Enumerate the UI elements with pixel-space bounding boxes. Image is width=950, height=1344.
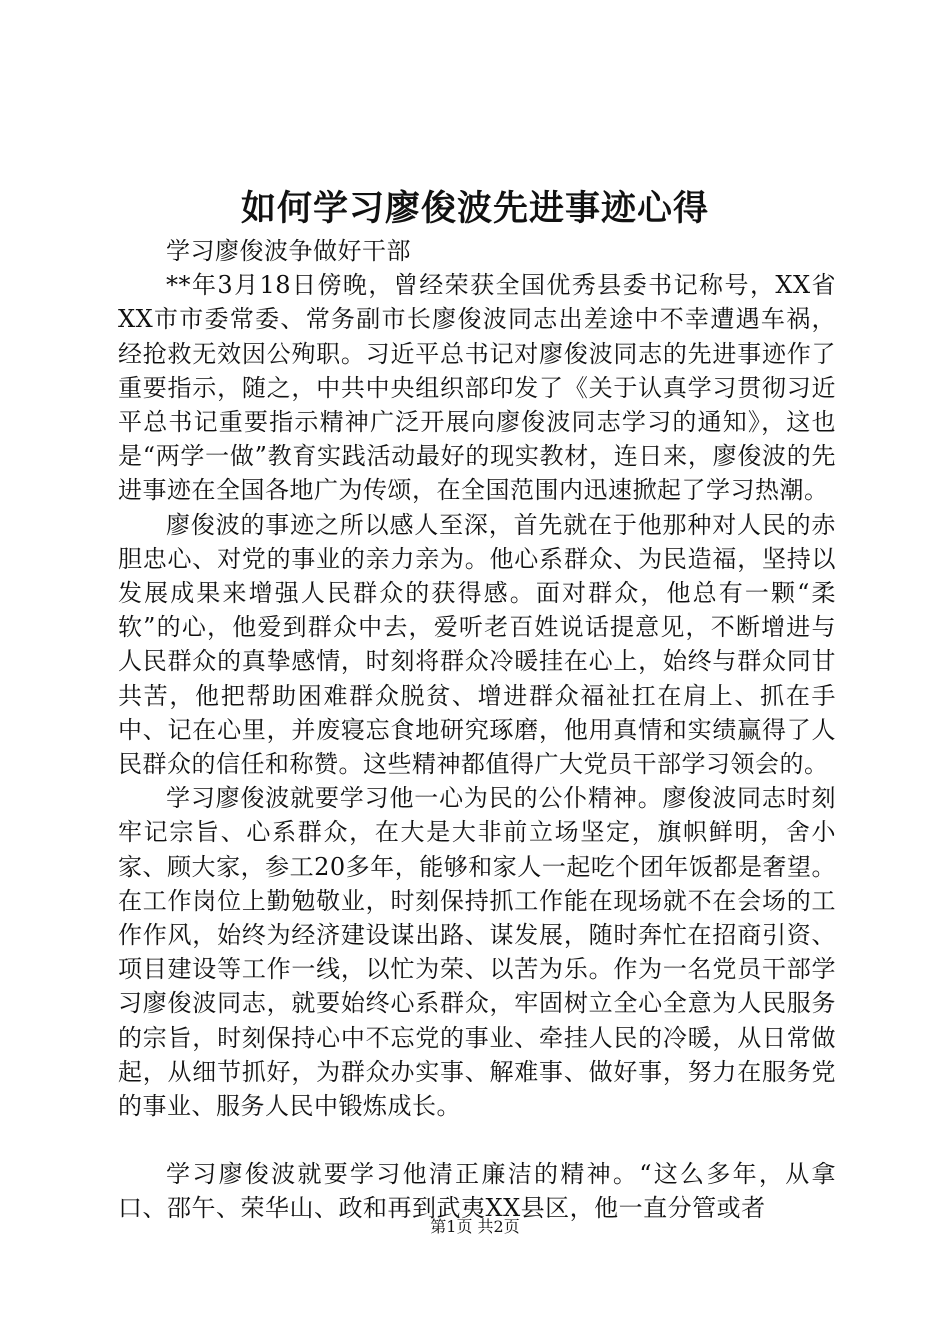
document-body <box>118 234 836 1226</box>
document-title: 如何学习廖俊波先进事迹心得 <box>240 188 709 229</box>
page-footer: 第1页 共2页 <box>430 1217 520 1236</box>
paragraph-public-servant: 学习廖俊波就要学习他一心为民的公仆精神。廖俊波同志时刻牢记宗旨、心系群众，在大是大非前立场坚定，旗帜鲜明，舍小家、顾大家，参工20多年，能够和家人一起吃个团年饭都是奢望。在工作岗位上勤勉敬业，时刻保持抓工作能在现场就不在会场的工作作风，始终为经济建设谋出路、谋发展，随时奔忙在招商引资、项目建设等工作一线，以忙为荣、以苦为乐。作为一名党员干部学习廖俊波同志，就要始终心系群众，牢固树立全心全意为人民服务的宗旨，时刻保持心中不忘党的事业、牵挂人民的冷暖，从日常做起，从细节抓好，为群众办实事、解难事、做好事，努力在服务党的事业、服务人民中锻炼成长。 <box>118 784 836 1121</box>
paragraph-deeds: 廖俊波的事迹之所以感人至深，首先就在于他那种对人民的赤胆忠心、对党的事业的亲力亲为。他心系群众、为民造福，坚持以发展成果来增强人民群众的获得感。面对群众，他总有一颗“柔软”的心，他爱到群众中去，爱听老百姓说话提意见，不断增进与人民群众的真挚感情，时刻将群众冷暖挂在心上，始终与群众同甘共苦，他把帮助困难群众脱贫、增进群众福祉扛在肩上、抓在手中、记在心里，并废寝忘食地研究琢磨，他用真情和实绩赢得了人民群众的信任和称赞。这些精神都值得广大党员干部学习领会的。 <box>118 510 836 779</box>
paragraph-integrity: 学习廖俊波就要学习他清正廉洁的精神。“这么多年，从拿口、邵午、荣华山、政和再到武夷XX县区，他一直分管或者 <box>118 1160 836 1223</box>
paragraph-subtitle: 学习廖俊波争做好干部 <box>166 237 411 265</box>
paragraph-intro: **年3月18日傍晚，曾经荣获全国优秀县委书记称号，XX省XX市市委常委、常务副市长廖俊波同志出差途中不幸遭遇车祸，经抢救无效因公殉职。习近平总书记对廖俊波同志的先进事迹作了重要指示，随之，中共中央组织部印发了《关于认真学习贯彻习近平总书记重要指示精神广泛开展向廖俊波同志学习的通知》，这也是“两学一做”教育实践活动最好的现实教材，连日来，廖俊波的先进事迹在全国各地广为传颂，在全国范围内迅速掀起了学习热潮。 <box>118 271 836 505</box>
